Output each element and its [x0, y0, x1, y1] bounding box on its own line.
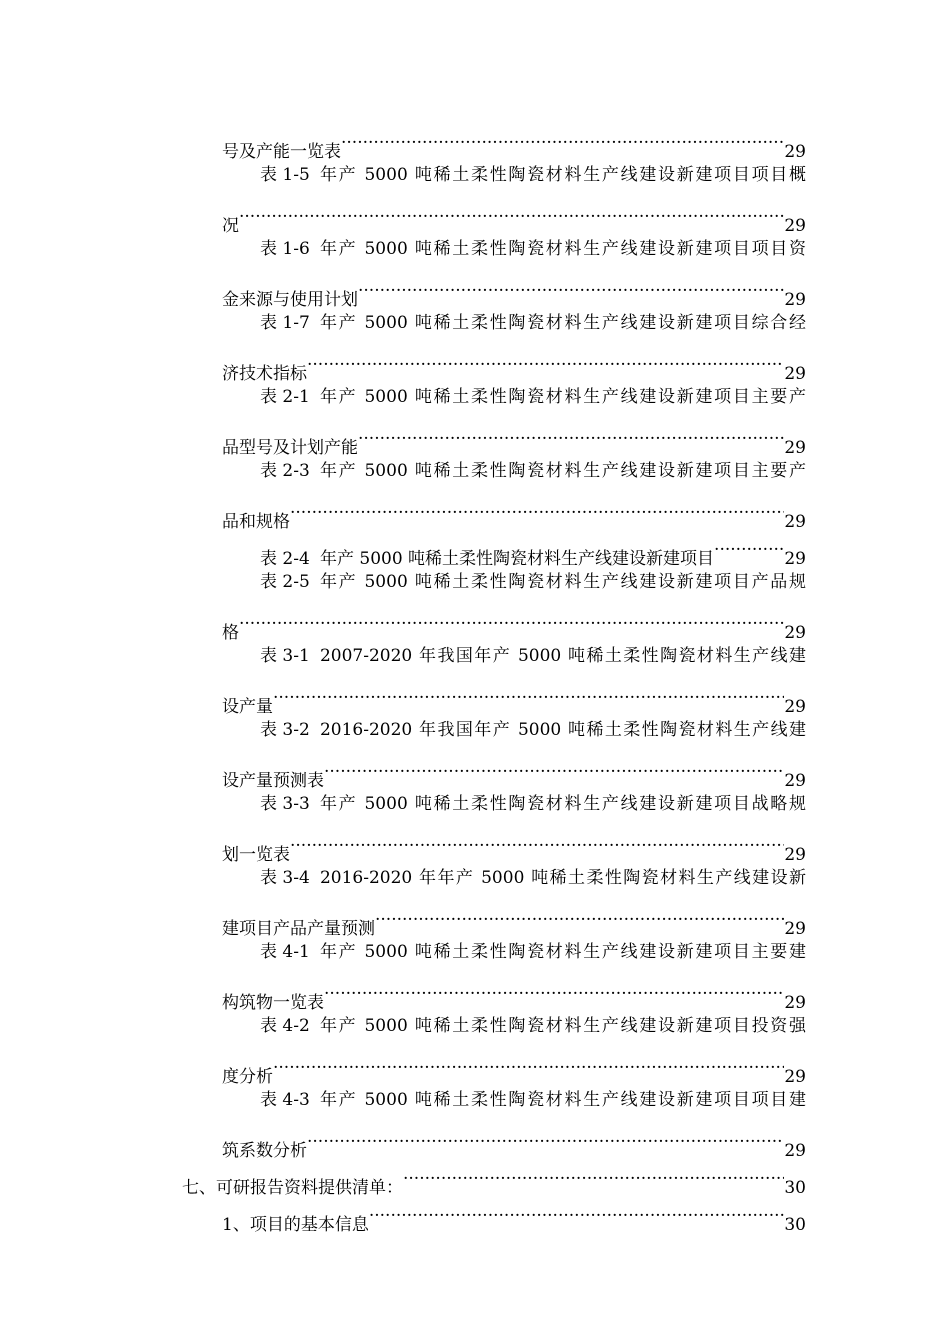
- toc-entry[interactable]: [222, 416, 806, 458]
- toc-page-number: 29: [784, 1141, 806, 1161]
- toc-entry-title: 筑系数分析: [222, 1141, 307, 1161]
- toc-leader-dots: [714, 527, 784, 564]
- toc-entry-title: 年产 5000 吨稀土柔性陶瓷材料生产线建设新建项目: [319, 549, 715, 569]
- toc-table-label: 表 3-3: [260, 794, 310, 814]
- toc-entry-title: 年产 5000 吨稀土柔性陶瓷材料生产线建设新建项目主要产: [319, 461, 806, 481]
- toc-table-label: 表 3-1: [260, 646, 310, 666]
- toc-entry[interactable]: [222, 490, 806, 532]
- toc-table-label: 表 3-4: [260, 868, 310, 888]
- toc-page-number: 29: [784, 512, 806, 532]
- toc-entry[interactable]: [260, 786, 806, 823]
- toc-leader-dots: [273, 675, 784, 712]
- toc-entry-title: 设产量: [222, 697, 273, 717]
- toc-leader-dots: [375, 897, 784, 934]
- toc-entry[interactable]: [222, 1045, 806, 1087]
- toc-entry[interactable]: [222, 601, 806, 643]
- toc-page-number: 29: [784, 993, 806, 1013]
- toc-entry[interactable]: [260, 453, 806, 490]
- toc-entry[interactable]: [222, 194, 806, 236]
- toc-entry-title: 2016-2020 年我国年产 5000 吨稀土柔性陶瓷材料生产线建: [319, 720, 806, 740]
- toc-page-number: 29: [784, 290, 806, 310]
- toc-entry[interactable]: [260, 638, 806, 675]
- toc-table-label: 表 1-5: [260, 165, 310, 185]
- toc-leader-dots: [358, 268, 784, 305]
- toc-page-number: 29: [784, 845, 806, 865]
- toc-entry-title: 设产量预测表: [222, 771, 324, 791]
- toc-section-entry[interactable]: [182, 1156, 806, 1198]
- toc-entry-title: 年产 5000 吨稀土柔性陶瓷材料生产线建设新建项目项目资: [319, 239, 806, 259]
- toc-entry[interactable]: [260, 1082, 806, 1119]
- toc-entry-title: 度分析: [222, 1067, 273, 1087]
- toc-entry-title: 年产 5000 吨稀土柔性陶瓷材料生产线建设新建项目投资强: [319, 1016, 806, 1036]
- toc-entry[interactable]: [260, 860, 806, 897]
- toc-page-number: 29: [784, 216, 806, 236]
- toc-entry[interactable]: [260, 305, 806, 342]
- toc-table-label: 表 2-5: [260, 572, 310, 592]
- toc-leader-dots: [290, 823, 784, 860]
- toc-leader-dots: [358, 416, 784, 453]
- toc-section-title: 七、可研报告资料提供清单：: [182, 1178, 403, 1198]
- toc-page-number: 29: [784, 1067, 806, 1087]
- toc-table-label: 表 2-3: [260, 461, 310, 481]
- toc-table-label: 表 4-2: [260, 1016, 310, 1036]
- toc-entry-title: 年产 5000 吨稀土柔性陶瓷材料生产线建设新建项目战略规: [319, 794, 806, 814]
- toc-entry[interactable]: [222, 1119, 806, 1161]
- toc-entry[interactable]: [222, 823, 806, 865]
- toc-entry[interactable]: [222, 342, 806, 384]
- toc-leader-dots: [239, 601, 784, 638]
- toc-page-number: 29: [784, 623, 806, 643]
- toc-entry[interactable]: [260, 564, 806, 601]
- toc-entry-title: 年产 5000 吨稀土柔性陶瓷材料生产线建设新建项目主要建: [319, 942, 806, 962]
- toc-entry[interactable]: [260, 231, 806, 268]
- toc-leader-dots: [369, 1193, 785, 1230]
- toc-entry[interactable]: [222, 897, 806, 939]
- toc-page-number: 29: [784, 142, 806, 162]
- toc-leader-dots: [290, 490, 784, 527]
- toc-leader-dots: [341, 120, 784, 157]
- toc-subsection-entry[interactable]: [222, 1193, 806, 1235]
- toc-leader-dots: [403, 1156, 784, 1193]
- toc-leader-dots: [307, 1119, 784, 1156]
- toc-page-number: 29: [784, 438, 806, 458]
- toc-entry-title: 年产 5000 吨稀土柔性陶瓷材料生产线建设新建项目项目建: [319, 1090, 806, 1110]
- toc-entry-title: 年产 5000 吨稀土柔性陶瓷材料生产线建设新建项目综合经: [319, 313, 806, 333]
- toc-entry[interactable]: [260, 934, 806, 971]
- toc-entry-title: 品型号及计划产能: [222, 438, 358, 458]
- toc-table-label: 表 3-2: [260, 720, 310, 740]
- toc-entry-title: 况: [222, 216, 239, 236]
- toc-entry-title: 号及产能一览表: [222, 142, 341, 162]
- toc-entry-title: 2016-2020 年年产 5000 吨稀土柔性陶瓷材料生产线建设新: [319, 868, 806, 888]
- toc-page-number: 29: [784, 771, 806, 791]
- toc-subsection-title: 1、项目的基本信息: [222, 1215, 369, 1235]
- toc-entry-title: 年产 5000 吨稀土柔性陶瓷材料生产线建设新建项目产品规: [319, 572, 806, 592]
- toc-entry-title: 2007-2020 年我国年产 5000 吨稀土柔性陶瓷材料生产线建: [319, 646, 806, 666]
- toc-leader-dots: [307, 342, 784, 379]
- toc-page-number: 30: [784, 1215, 806, 1235]
- toc-entry-title: 建项目产品产量预测: [222, 919, 375, 939]
- toc-entry[interactable]: [260, 712, 806, 749]
- toc-entry[interactable]: [260, 1008, 806, 1045]
- toc-entry[interactable]: [222, 675, 806, 717]
- toc-table-label: 表 4-1: [260, 942, 310, 962]
- toc-page-number: 29: [784, 697, 806, 717]
- toc-leader-dots: [324, 971, 784, 1008]
- toc-entry[interactable]: [260, 379, 806, 416]
- toc-entry-title: 年产 5000 吨稀土柔性陶瓷材料生产线建设新建项目项目概: [319, 165, 806, 185]
- toc-entry-title: 年产 5000 吨稀土柔性陶瓷材料生产线建设新建项目主要产: [319, 387, 806, 407]
- toc-page-number: 29: [784, 364, 806, 384]
- toc-table-label: 表 2-1: [260, 387, 310, 407]
- toc-table-label: 表 2-4: [260, 549, 310, 569]
- toc-entry-title: 格: [222, 623, 239, 643]
- toc-page-number: 29: [784, 549, 806, 569]
- toc-leader-dots: [324, 749, 784, 786]
- toc-entry[interactable]: [260, 527, 806, 569]
- toc-entry-title: 济技术指标: [222, 364, 307, 384]
- toc-entry-title: 品和规格: [222, 512, 290, 532]
- toc-entry[interactable]: [222, 749, 806, 791]
- toc-entry[interactable]: [260, 157, 806, 194]
- toc-page-number: 30: [784, 1178, 806, 1198]
- toc-table-label: 表 1-6: [260, 239, 310, 259]
- toc-entry-title: 构筑物一览表: [222, 993, 324, 1013]
- toc-entry[interactable]: [222, 120, 806, 162]
- toc-table-label: 表 1-7: [260, 313, 310, 333]
- toc-entry[interactable]: [222, 971, 806, 1013]
- toc-leader-dots: [239, 194, 784, 231]
- toc-entry-title: 金来源与使用计划: [222, 290, 358, 310]
- toc-entry-title: 划一览表: [222, 845, 290, 865]
- toc-table-label: 表 4-3: [260, 1090, 310, 1110]
- toc-entry[interactable]: [222, 268, 806, 310]
- toc-leader-dots: [273, 1045, 784, 1082]
- toc-page-number: 29: [784, 919, 806, 939]
